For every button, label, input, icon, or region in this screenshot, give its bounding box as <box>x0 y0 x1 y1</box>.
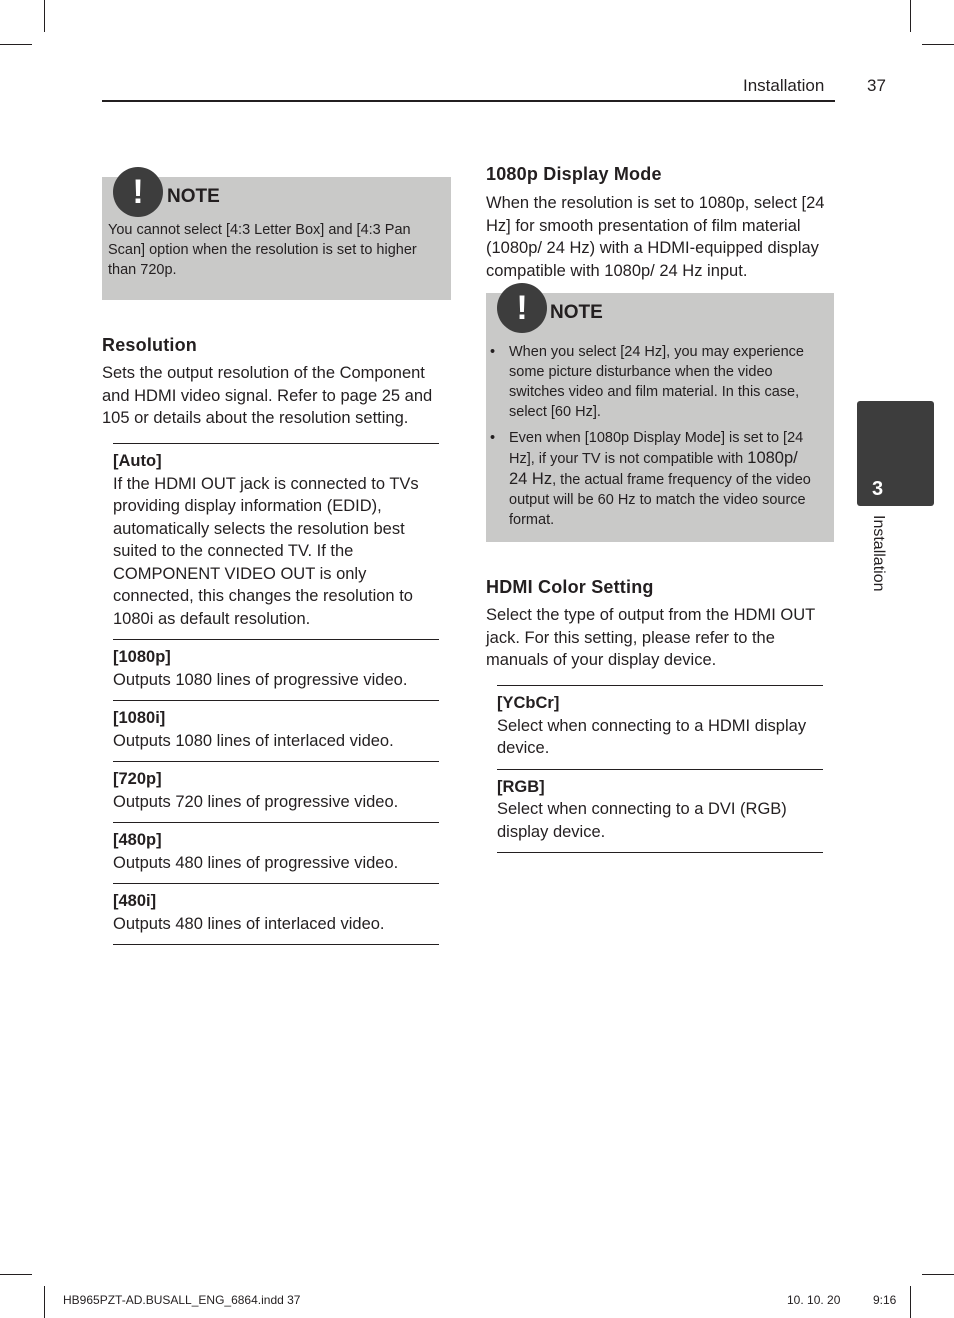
option-description: Outputs 720 lines of progressive video. <box>113 792 399 811</box>
option-description: Outputs 480 lines of interlaced video. <box>113 914 385 933</box>
option-description: Outputs 480 lines of progressive video. <box>113 853 399 872</box>
section-heading-display-mode: 1080p Display Mode <box>486 164 662 184</box>
note-title: NOTE <box>550 302 603 323</box>
note-item-text: Even when [1080p Display Mode] is set to [24 Hz], if your TV is not compatible with <box>509 430 804 467</box>
header-rule <box>102 100 835 102</box>
chapter-tab <box>857 401 934 506</box>
note-list-item <box>486 428 816 530</box>
resolution-options <box>113 443 439 945</box>
option-item <box>113 884 439 945</box>
chapter-number: 3 <box>872 478 884 500</box>
crop-mark <box>922 1274 954 1275</box>
option-description: Select when connecting to a HDMI display device. <box>497 716 807 757</box>
option-item <box>497 686 823 770</box>
note-item-text: , the actual frame frequency of the video output will be 60 Hz to match the video source format. <box>509 472 811 528</box>
section-intro-resolution: Sets the output resolution of the Component and HDMI video signal. Refer to page 25 and 105 or details about the resolution setting. <box>102 364 433 427</box>
footer-date: 10. 10. 20 <box>787 1293 841 1307</box>
exclamation-icon: ! <box>497 283 547 333</box>
option-item <box>113 762 439 823</box>
option-title: [Auto] <box>113 452 162 470</box>
note-list <box>486 342 816 536</box>
crop-mark <box>922 44 954 45</box>
section-intro-hdmi-color: Select the type of output from the HDMI OUT jack. For this setting, please refer to the manuals of your display device. <box>486 606 815 669</box>
crop-mark <box>44 0 45 32</box>
exclamation-icon: ! <box>113 167 163 217</box>
chapter-label: Installation <box>870 515 887 592</box>
option-description: Outputs 1080 lines of progressive video. <box>113 670 408 689</box>
option-description: Outputs 1080 lines of interlaced video. <box>113 731 394 750</box>
note-item-text: 1080p/ 24 Hz <box>509 449 798 488</box>
section-heading-hdmi-color: HDMI Color Setting <box>486 577 654 597</box>
crop-mark <box>910 0 911 32</box>
option-item <box>113 823 439 884</box>
option-item <box>113 640 439 701</box>
note-list-item: • When you select [24 Hz], you may experience some picture disturbance when the video switches video and film material. In this case, select [60 Hz]. <box>486 342 816 422</box>
option-description: If the HDMI OUT jack is connected to TVs providing display information (EDID), automatically selects the resolution best suited to the connected TV. If the COMPONENT VIDEO OUT is only connected, this changes the resolution to 1080i as default resolution. <box>113 474 419 628</box>
option-item <box>113 701 439 762</box>
crop-mark <box>44 1286 45 1318</box>
option-item <box>113 444 439 640</box>
option-title: [RGB] <box>497 777 545 796</box>
footer-file: HB965PZT-AD.BUSALL_ENG_6864.indd 37 <box>63 1293 301 1307</box>
option-title: [1080p] <box>113 648 171 666</box>
option-title: [480i] <box>113 892 157 910</box>
option-title: [YCbCr] <box>497 694 560 712</box>
crop-mark <box>910 1286 911 1318</box>
section-heading-resolution: Resolution <box>102 335 197 355</box>
option-title: [480p] <box>113 831 162 849</box>
option-description: Select when connecting to a DVI (RGB) display device. <box>497 800 787 841</box>
section-intro-display-mode: When the resolution is set to 1080p, select [24 Hz] for smooth presentation of film material (1080p/ 24 Hz) with a HDMI-equipped display compatible with 1080p/ 24 Hz input. <box>486 194 825 280</box>
header-section-title: Installation <box>743 76 825 95</box>
crop-mark <box>0 1274 32 1275</box>
crop-mark <box>0 44 32 45</box>
hdmi-color-options <box>497 685 823 853</box>
page-number: 37 <box>867 76 886 95</box>
note-text: You cannot select [4:3 Letter Box] and [4:3 Pan Scan] option when the resolution is set to higher than 720p. <box>108 222 417 278</box>
option-title: [720p] <box>113 770 162 788</box>
footer-time: 9:16 <box>873 1293 897 1307</box>
note-title: NOTE <box>167 186 220 207</box>
option-title: [1080i] <box>113 709 166 727</box>
option-item <box>497 770 823 854</box>
